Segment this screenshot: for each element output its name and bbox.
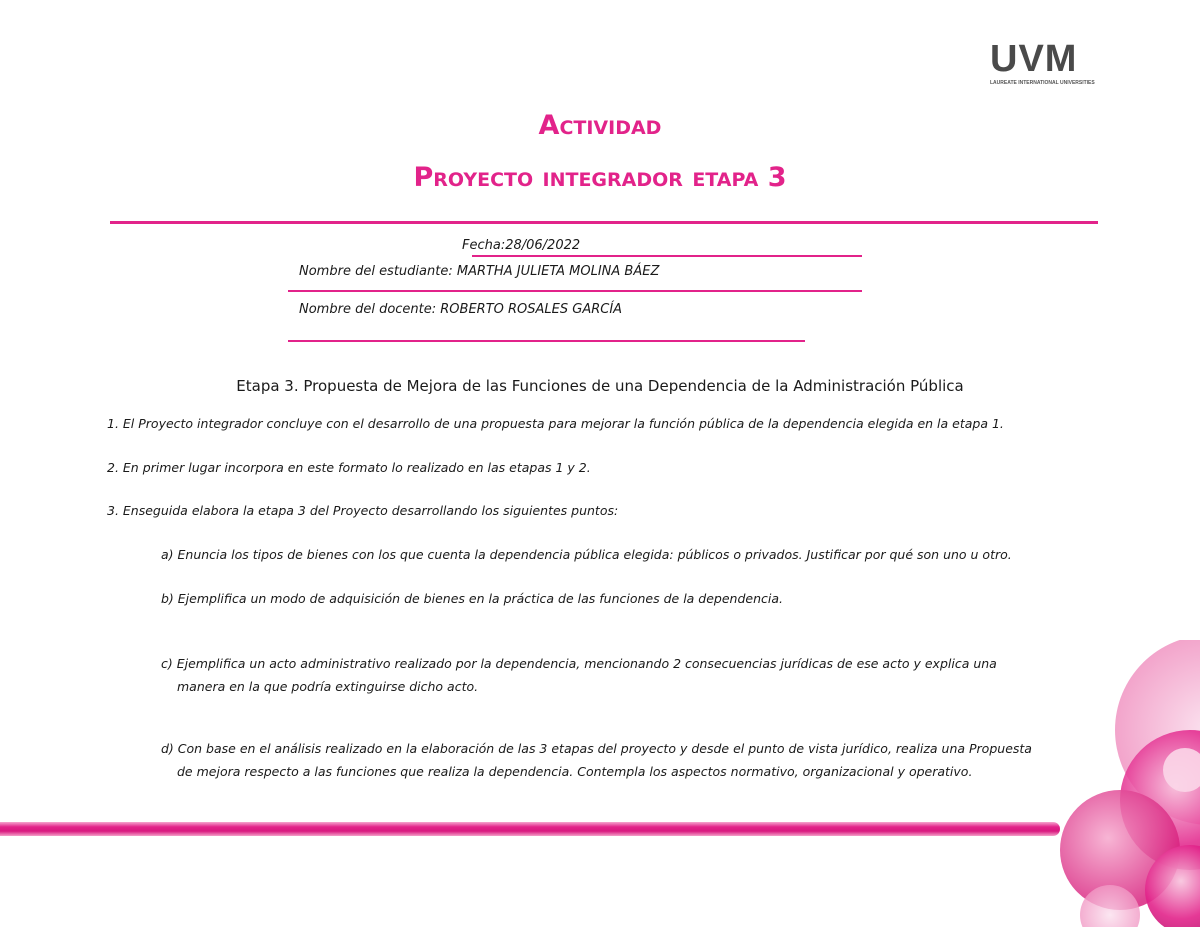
uvm-logo <box>990 38 1095 90</box>
student-underline <box>288 290 862 292</box>
title-divider <box>110 221 1098 224</box>
subitem-c-line2: manera en la que podría extinguirse dicho acto. <box>177 679 479 694</box>
section-title: Etapa 3. Propuesta de Mejora de las Funciones de una Dependencia de la Administración Pública <box>236 377 964 395</box>
subitem-c-line1: c) Ejemplifica un acto administrativo realizado por la dependencia, mencionando 2 consecuencias jurídicas de ese acto y explica una <box>161 656 997 671</box>
list-item: 1. El Proyecto integrador concluye con el desarrollo de una propuesta para mejorar la función pública de la dependencia elegida en la etapa 1. <box>107 416 1004 431</box>
teacher-underline <box>288 340 805 342</box>
teacher-name-field: Nombre del docente: ROBERTO ROSALES GARCÍA <box>299 302 623 317</box>
list-item: 2. En primer lugar incorpora en este formato lo realizado en las etapas 1 y 2. <box>107 460 591 475</box>
logo-subtitle: LAUREATE INTERNATIONAL UNIVERSITIES <box>990 80 1095 86</box>
fecha-field: Fecha:28/06/2022 <box>462 238 581 253</box>
decorative-circles <box>1040 640 1200 927</box>
subitem-b: b) Ejemplifica un modo de adquisición de bienes en la práctica de las funciones de la dependencia. <box>161 591 784 606</box>
student-name-field: Nombre del estudiante: MARTHA JULIETA MOLINA BÁEZ <box>299 264 660 279</box>
page-subtitle: Proyecto integrador etapa 3 <box>413 162 787 193</box>
subitem-a: a) Enuncia los tipos de bienes con los que cuenta la dependencia pública elegida: públicos o privados. Justificar por qué son uno u otro. <box>161 547 1012 562</box>
logo-text: UVM <box>990 38 1078 80</box>
footer-bar <box>0 822 1060 836</box>
fecha-underline <box>472 255 862 257</box>
subitem-d-line1: d) Con base en el análisis realizado en la elaboración de las 3 etapas del proyecto y desde el punto de vista jurídico, realiza una Propuesta <box>161 741 1032 756</box>
subitem-c <box>161 652 1121 698</box>
subitem-d-line2: de mejora respecto a las funciones que realiza la dependencia. Contempla los aspectos normativo, organizacional y operativo. <box>177 764 973 779</box>
subitem-d <box>161 737 1121 783</box>
page-title: Actividad <box>538 110 662 141</box>
list-item: 3. Enseguida elabora la etapa 3 del Proyecto desarrollando los siguientes puntos: <box>107 503 619 518</box>
